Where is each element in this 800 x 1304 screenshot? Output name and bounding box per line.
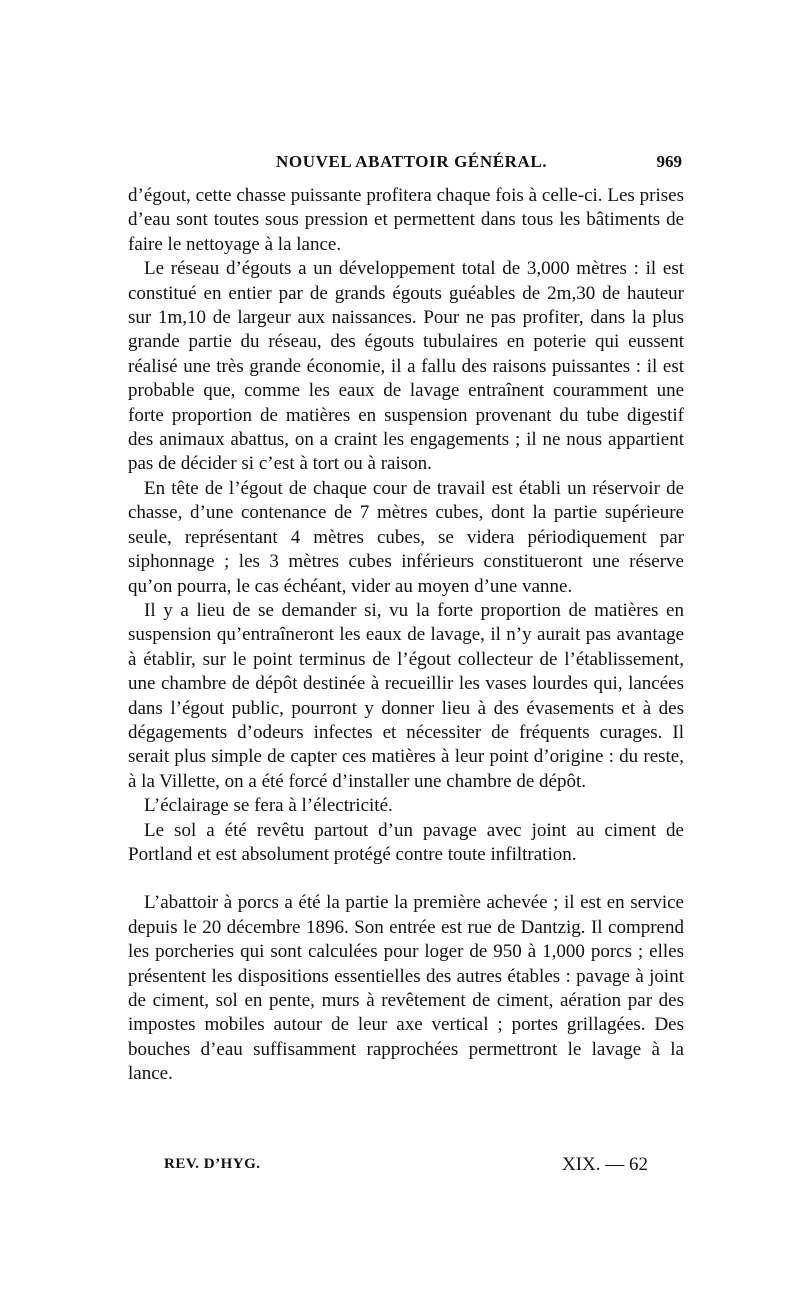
page-footer [164,1154,648,1180]
paragraph-deposit-chamber: Il y a lieu de se demander si, vu la forte proportion de matières en suspension qu’entraîneront les eaux de lavage, il n’y aurait pas avantage à établir, sur le point terminus de l’égout collecteur de l’établissement, une chambre de dépôt destinée à recueillir les vases lourdes qui, lancées dans l’égout public, pourront y donner lieu à des évasements et à des dégagements d’odeurs infectes et nécessiter de fréquents curages. Il serait plus simple de capter ces matières à leur point d’origine : du reste, à la Villette, on a été forcé d’installer une chambre de dépôt. [128,599,684,792]
paragraph-floor-paving: Le sol a été revêtu partout d’un pavage avec joint au ciment de Portland et est absolument protégé contre toute infiltration. [128,819,684,865]
body-text [128,184,684,1087]
page-number: 969 [656,152,682,171]
volume-signature: XIX. — 62 [561,1154,648,1175]
paragraph-sewer-network: Le réseau d’égouts a un développement total de 3,000 mètres : il est constitué en entier par de grands égouts guéables de 2m,30 de hauteur sur 1m,10 de largeur aux naissances. Pour ne pas profiter, dans la plus grande partie du réseau, des égouts tubulaires en poterie qui eussent réalisé une très grande économie, il a fallu des raisons puissantes : il est probable que, comme les eaux de lavage entraînent couramment une forte proportion de matières en suspension provenant du tube digestif des animaux abattus, on a craint les engagements ; il ne nous appartient pas de décider si c’est à tort ou à raison. [128,258,684,475]
running-title: NOUVEL ABATTOIR GÉNÉRAL. [276,152,548,171]
paragraph-pig-abattoir: L’abattoir à porcs a été la partie la première achevée ; il est en service depuis le 20 décembre 1896. Son entrée est rue de Dantzig. Il comprend les porcheries qui sont calculées pour loger de 950 à 1,000 porcs ; elles présentent les dispositions essentielles des autres étables : pavage à joint de ciment, sol en pente, murs à revêtement de ciment, aération par des impostes mobiles autour de leur axe vertical ; portes grillagées. Des bouches d’eau suffisamment rapprochées permettront le lavage à la lance. [128,892,684,1085]
running-head [128,148,684,178]
paragraph-lighting: L’éclairage se fera à l’électricité. [144,795,393,817]
paragraph-continuation: d’égout, cette chasse puissante profitera chaque fois à celle-ci. Les prises d’eau sont toutes sous pression et permettent dans tous les bâtiments de faire le nettoyage à la lance. [128,185,684,255]
journal-signature: REV. D’HYG. [164,1156,261,1172]
paragraph-flush-reservoir: En tête de l’égout de chaque cour de travail est établi un réservoir de chasse, d’une contenance de 7 mètres cubes, dont la partie supérieure seule, représentant 4 mètres cubes, se videra périodiquement par siphonnage ; les 3 mètres cubes inférieurs constitueront une réserve qu’on pourra, le cas échéant, vider au moyen d’une vanne. [128,477,684,597]
